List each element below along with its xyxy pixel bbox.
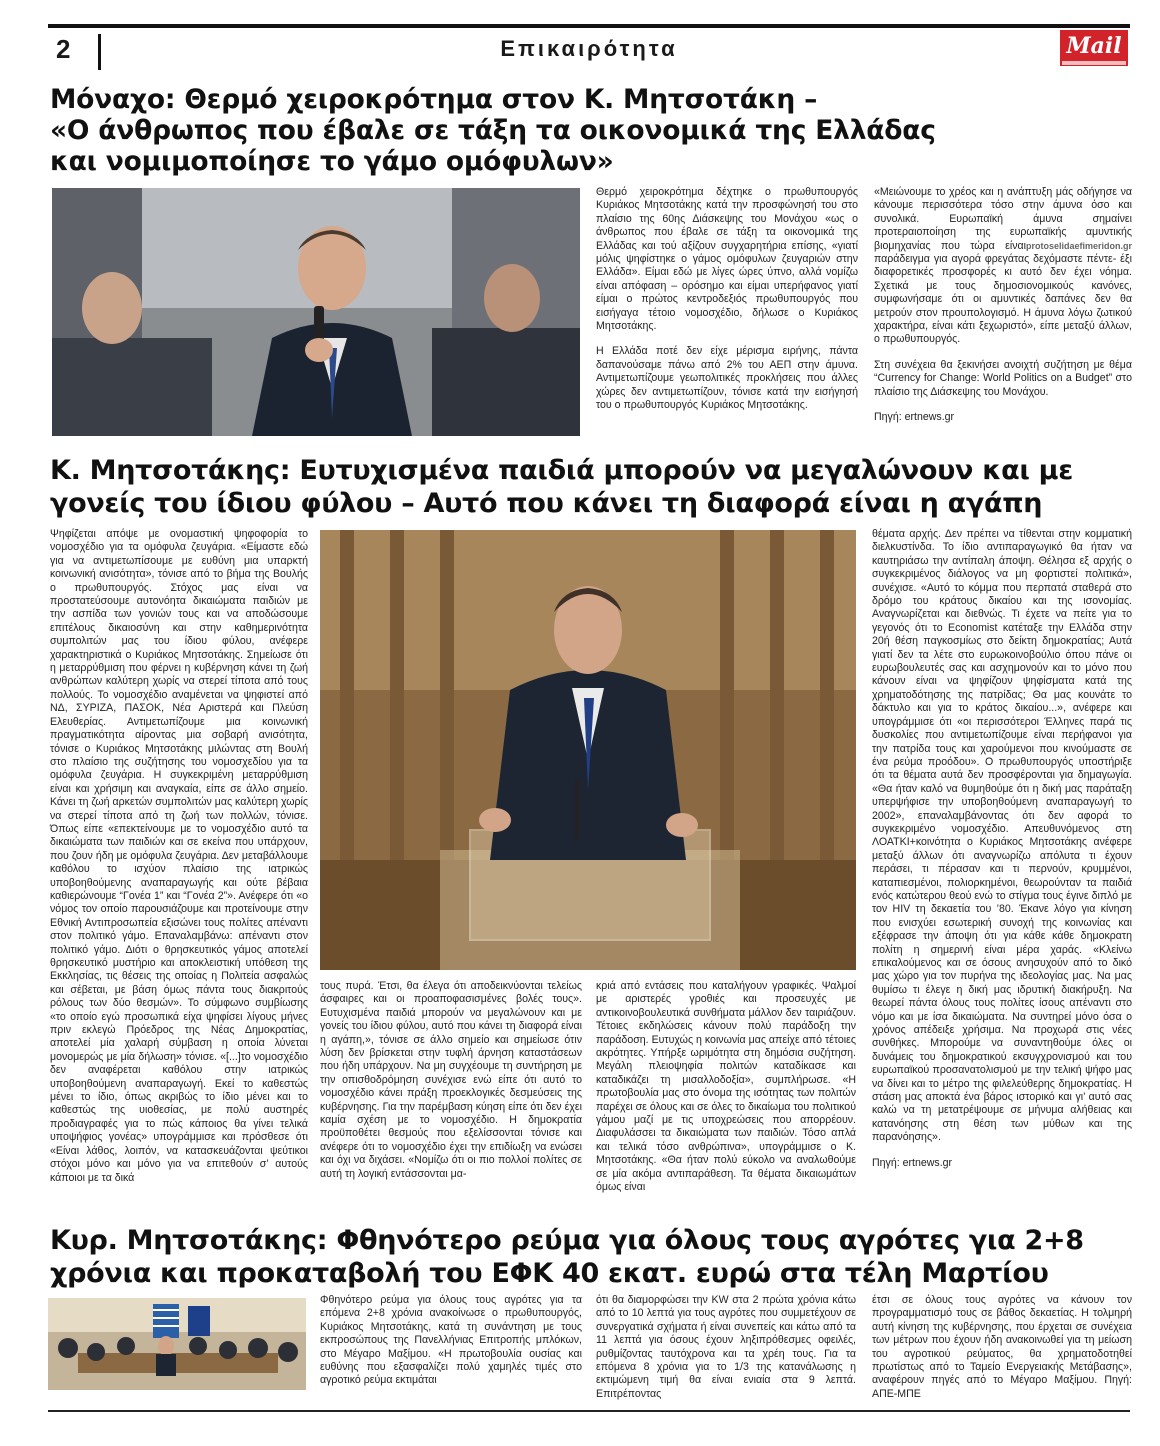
- watermark: protoselidaefimeridon.gr: [1025, 240, 1132, 251]
- article2-left-column: Ψηφίζεται απόψε με ονομαστική ψηφοφορία το νομοσχέδιο για τα ομόφυλα ζευγάρια. «Είμαστε εδώ για να αντιμετωπίσουμε με ευθύνη μια υπαρκτή κοινωνική ανισότητα», τόνισε από το βήμα της Βουλής ο πρωθυπουργός. Στόχος μας είναι να προστατεύσουμε αυτονόητα δικαιώματα παιδιών με την ασπίδα των γονιών τους και να αποδώσουμε επιτέλους δικαιοσύνη και στην καθημερινότητα συμπολιτών μας του ίδιου φύλου, ανέφερε χαρακτηριστικά ο Κυριάκος Μητσοτάκης. Σημείωσε ότι η μεταρρύθμιση που φέρνει η κυβέρνηση κάνει τη ζωή ανθρώπων καλύτερη χωρίς να στερεί τίποτα από τους πολλούς. Το νομοσχέδιο αναμένεται να ψηφιστεί από ΝΔ, ΣΥΡΙΖΑ, ΠΑΣΟΚ, Νέα Αριστερά και Πλεύση Ελευθερίας. Αντιμετωπίζουμε μια κοινωνική πραγματικότητα αίροντας μια σοβαρή ανισότητα, τόνισε ο Κυριάκος Μητσοτάκης μιλώντας στη Βουλή στο πλαίσιο της συζήτησης του νομοσχεδίου για τα ομόφυλα ζευγάρια. Η συγκεκριμένη μεταρρύθμιση είναι και χρήσιμη και αναγκαία, είπε σε άλλο σημείο. Κάνει τη ζωή αρκετών συμπολιτών μας καλύτερη χωρίς να στερεί τίποτα από τη ζωή των πολλών, τόνισε. Όπως είπε «επεκτείνουμε με το νομοσχέδιο αυτό τα δικαιώματα των παιδιών και σε εκείνα που υπάρχουν, που ζουν ήδη με ομόφυλα ζευγάρια. Δεν μεταβάλλουμε καθόλου το ισχύον πλαίσιο της ιατρικώς υποβοηθούμενης αναπαραγωγής και ούτε βέβαια καθιερώνουμε “Γονέα 1” και “Γονέα 2”». Ανέφερε ότι «ο νόμος τον οποίο παρουσιάζουμε και προτείνουμε στην Εθνική Αντιπροσωπεία εξισώνει τους πολίτες απέναντι στον πολιτικό γάμο. Επαναλαμβάνω: απέναντι στον πολιτικό γάμο. Διότι ο θρησκευτικός γάμος αποτελεί θρησκευτικό μυστήριο και αποκλειστική υπόθεση της Εκκλησίας, τις θέσεις της οποίας η Πολιτεία ασφαλώς και σέβεται, με βάση όμως πάντα τους διακριτούς ρόλους των δύο θεσμών». Το σύμφωνο συμβίωσης «το οποίο εγώ προσωπικά είχα ψηφίσει λίγους μήνες πριν εκλεγώ Πρόεδρος της Νέας Δημοκρατίας, αποτελεί μία χαλαρή σύμβαση η οποία λύνεται μονομερώς με μία δήλωση» τόνισε. «[...]το νομοσχέδιο δεν αναφέρεται καθόλου στην ιατρικώς υποβοηθούμενη αναπαραγωγή. Εκεί το καθεστώς μένει το ίδιο, όπως ακριβώς το ίδιο μένει και το καθεστώς της υιοθεσίας, με πολύ αυστηρές προδιαγραφές για το πώς κάποιος θα γίνει τελικά υποψήφιος γονέας» υπογράμμισε και πρόσθεσε ότι «Είναι λάθος, λοιπόν, να κατασκευάζονται ψεύτικοι στόχοι μόνο και μόνο για να επιτεθούν σ’ αυτούς κάποιοι με τα δικά: [50, 528, 308, 1184]
- munich-speech-photo: [52, 188, 580, 436]
- page-number: 2: [56, 34, 71, 64]
- article2-middle-column-1: τους πυρά. Έτσι, θα έλεγα ότι αποδεικνύονται τελείως άσφαιρες και οι προαποφασισμένες βολές τους». Ευτυχισμένα παιδιά μπορούν να μεγαλώνουν και με γονείς του ίδιου φύλου, αυτό που κάνει τη διαφορά είναι η αγάπη,», τόνισε σε άλλο σημείο και σημείωσε ότιν λύση δεν βρίσκεται στην τυφλή άρνηση καταστάσεων που ήδη υπάρχουν. Να μη συγχέουμε τη συντήρηση με την οπισθοδρόμηση συνέχισε ενώ είπε ότι αυτό το νομοσχέδιο κάνει πράξη προεκλογικές δεσμεύσεις της κυβέρνησης. Για την παρέμβαση κύηση είπε ότι δεν έχει καμία σχέση με το νομοσχέδιο. Η δημοκρατία προϋποθέτει θεσμούς που εξελίσσονται τόνισε και ανέφερε ότι το νομοσχέδιο έχει την επιδίωξη να ενώσει και όχι να διχάσει. «Νομίζω ότι οι πιο πολλοί πολίτες σε αυτή τη λογική εντάσσονται μα-: [320, 980, 582, 1180]
- article1-column-1: Θερμό χειροκρότημα δέχτηκε ο πρωθυπουργός Κυριάκος Μητσοτάκης κατά την προσφώνησή του στο πλαίσιο της 60ης Διάσκεψης του Μονάχου «ως ο άνθρωπος που έβαλε σε τάξη τα οικονομικά της Ελλάδας και τού αξίζουν συγχαρητήρια επίσης, «γιατί μόλις ψηφίστηκε ο γάμος ομόφυλων ζευγαριών στην Ελλάδα». Είμαι εδώ με λίγες ώρες ύπνο, αλλά νομίζω είναι απόφαση – ορόσημο και είμαι υπερήφανος γιατί είμαι ο πρώτος κεντροδεξιός πρωθυπουργός που εισήγαγα τέτοιο νομοσχέδιο, δήλωσε ο Κυριάκος Μητσοτάκης. Η Ελλάδα ποτέ δεν είχε μέρισμα ειρήνης, πάντα δαπανούσαμε πάνω από 2% του ΑΕΠ στην άμυνα. Αντιμετωπίζουμε γεωπολιτικές προκλήσεις που άλλες χώρες δεν αντιμετωπίζουν, τόνισε κατά την εισήγησή του ο πρωθυπουργός Κυριάκος Μητσοτάκης.: [596, 186, 858, 412]
- article3-headline: Κυρ. Μητσοτάκης: Φθηνότερο ρεύμα για όλους τους αγρότες για 2+8 χρόνια και προκαταβολή του ΕΦΚ 40 εκατ. ευρώ στα τέλη Μαρτίου: [50, 1225, 1084, 1289]
- section-title: Επικαιρότητα: [500, 36, 678, 61]
- article3-column-3: έτσι σε όλους τους αγρότες να κάνουν τον προγραμματισμό τους σε βάθος δεκαετίας. Η τολμηρή αυτή κίνηση της κυβέρνησης, που έρχεται σε συνέχεια των μέτρων που έχουν ήδη ανακοινωθεί για τη μείωση του αγροτικού ρεύματος, θα χρηματοδοτηθεί πρωτίστως από το Ταμείο Ενεργειακής Μετάβασης», αναφέρουν πηγές από το Μέγαρο Μαξίμου. Πηγή: ΑΠΕ-ΜΠΕ: [872, 1294, 1132, 1400]
- newspaper-logo: Mail: [1060, 30, 1128, 66]
- article1-source: Πηγή: ertnews.gr: [874, 411, 955, 424]
- article2-source: Πηγή: ertnews.gr: [872, 1156, 953, 1169]
- article1-column-2: «Μειώνουμε το χρέος και η ανάπτυξη μάς οδήγησε να κάνουμε περισσότερα τόσο στην άμυνα όσο και συνολικά. Ευρωπαϊκή άμυνα σημαίνει προτεραιοποίηση της ευρωπαϊκής αμυντικής βιομηχανίας που τώρα είναιprotoselidaefimeridon.gr παράδειγμα για αγορά φρεγάτας δεχόμαστε πέντε- έξι διαφορετικές προσφορές κι αυτό δεν έχει νόημα. Σχετικά με τους δημοσιονομικούς κανόνες, συμφωνήσαμε ότι οι αμυντικές δαπάνες δεν θα μετρούν στον προυπολογισμό. Η άμυνα λόγω ζωτικού χαρακτήρα, είναι κάτι ξεχωριστό», είπε μεταξύ άλλων, ο πρωθυπουργός. Στη συνέχεια θα ξεκινήσει ανοιχτή συζήτηση με θέμα “Currency for Change: World Politics on a Budget” στο πλαίσιο της Διάσκεψης του Μονάχου. Πηγή: ertnews.gr: [874, 186, 1132, 424]
- article3-column-2: ότι θα διαμορφώσει την KW στα 2 πρώτα χρόνια κάτω από το 10 λεπτά για τους αγρότες που συμμετέχουν σε συνεργατικά σχήματα ή είναι συνεπείς και κάτω από τα 11 λεπτά για όσους έχουν ληξιπρόθεσμες οφειλές, ρυθμίζοντας ταυτόχρονα και τα χρέη τους. Για τα επόμενα 8 χρόνια για το 1/3 της κατανάλωσης η εκτιμώμενη τιμή θα είναι ενιαία στα 9 λεπτά. Επιτρέποντας: [596, 1294, 856, 1400]
- bottom-rule: [48, 1410, 1130, 1412]
- article3-column-1: Φθηνότερο ρεύμα για όλους τους αγρότες για τα επόμενα 2+8 χρόνια ανακοίνωσε ο πρωθυπουργός, Κυριάκος Μητσοτάκης, κατά τη συνάντηση με τους εκπροσώπους της Πανελλήνιας Επιτροπής μπλόκων, στο Μέγαρο Μαξίμου. «Η πρωτοβουλία ουσίας και ευθύνης που εξασφαλίζει πολύ χαμηλές τιμές στο αγροτικό ρεύμα εκτιμάται: [320, 1294, 582, 1387]
- farmers-meeting-photo: [48, 1298, 306, 1390]
- parliament-speech-photo: [320, 530, 856, 970]
- article2-middle-column-2: κριά από εντάσεις που καταλήγουν γραφικές. Ψαλμοί με αριστερές γροθιές και προσευχές με αντικοινοβουλευτικά συνθήματα μάλλον δεν ταιριάζουν. Τέτοιες εκδηλώσεις κάνουν πολύ παράδοξη την παράδοση. Ευτυχώς η κοινωνία μας απείχε από τέτοιες ακρότητες. Υπήρξε ωριμότητα στη δημόσια συζήτηση. Μεγάλη πλειοψηφία πολιτών καταδίκασε και καταδικάζει τη μισαλλοδοξία», συμπλήρωσε. «Η πρωτοβουλία μας στο όνομα της ισότητας των πολιτών παρέχει σε όλους και σε όλες το δικαίωμα του πολιτικού γάμου μαζί με τις υποχρεώσεις που απορρέουν. Διαφυλάσσει τα δικαιώματα των παιδιών. Τόσο απλά και τελικά τόσο ανθρώπινα», υπογράμμισε ο Κ. Μητσοτάκης. «Θα ήταν πολύ εύκολο να αναλωθούμε σε μία ακόμα αντιπαράθεση. Τα θέματα δικαιωμάτων όμως είναι: [596, 980, 856, 1194]
- article2-headline: Κ. Μητσοτάκης: Ευτυχισμένα παιδιά μπορούν να μεγαλώνουν και με γονείς του ίδιου φύλου – Αυτό που κάνει τη διαφορά είναι η αγάπη: [50, 455, 1073, 519]
- page-header: [48, 24, 1130, 66]
- article1-headline: Μόναχο: Θερμό χειροκρότημα στον Κ. Μητσοτάκη – «Ο άνθρωπος που έβαλε σε τάξη τα οικονομικά της Ελλάδας και νομιμοποίησε το γάμο ομόφυλων»: [50, 84, 936, 177]
- article2-right-column: θέματα αρχής. Δεν πρέπει να τίθενται στην κομματική διελκυστίνδα. Το ίδιο αντιπαραγωγικό θα ήταν να καυτηριάσω την αντίπαλη άποψη. Θέλησα εξ αρχής ο συγκεκριμένος διάλογος να μη φορτιστεί πολιτικά», συνέχισε. «Αυτό το κόμμα που περπατά σταθερά στο δρόμο του κράτους δικαίου και της ισονομίας. Αναγνωρίζεται και διεθνώς. Τι έχετε να πείτε για το γεγονός ότι το Economist κατέταξε την Ελλάδα στην 20ή θέση παγκοσμίως στο δείκτη δημοκρατίας; Αυτά γιατί δεν τα λέτε στο ευρωκοινοβούλιο όπου πάνε οι ευρωβουλευτές σας και ασχημονούν και το μόνο που κάνουν είναι να ψηφίζουν ψηφίσματα κατά της χρηματοδότησης της πατρίδας; Θα μας κουνάτε το δάκτυλο και για το κράτος δικαίου...», ανέφερε και υπογράμμισε ότι «οι περισσότεροι Έλληνες παρά τις δυσκολίες που αντιμετωπίζουμε είναι περήφανοι για την πατρίδα τους και χαρούμενοι που κινούμαστε σε ένα ρεύμα προόδου». Ο πρωθυπουργός υποστήριξε ότι τα θέματα αυτά δεν προσφέρονται για δημαγωγία. «Θα ήταν καλό να θυμηθούμε ότι η δική μας παράταξη υπερψήφισε την υποβοηθούμενη αναπαραγωγή το 2002», επαναλαμβάνοντας ότι δεν αφορά το συγκεκριμένο νομοσχέδιο. Απευθυνόμενος στη ΛΟΑΤΚΙ+κοινότητα ο Κυριάκος Μητσοτάκης ανέφερε μεταξύ άλλων ότι αναγνωρίζω απόλυτα τι έχουν περάσει, τι πέρασαν και τι περνούν, κρυμμένοι, καταπιεσμένοι, πολιορκημένοι, θεωρούνταν τα παιδιά ενός κατώτερου θεού ενώ το στίγμα τους έγινε διπλό με τον HIV τη δεκαετία του ’80. Έκανε λόγο για κίνηση που ενισχύει εσωτερική συνοχή της κοινωνίας και εξέφρασε την άποψη ότι για κάθε κάθε δημοκρατη πολίτη η σημερινή είναι μέρα χαράς. «Κλείνω επικαλούμενος και σε όσους ανησυχούν από το δικό μας χώρο για τον πυρήνα της ιδεολογίας μας. Να μας θυμίσω τι έλεγε η δική μας ιδρυτική διακήρυξη. Να θεωρεί πάντα όλους τους πολίτες ίσους απέναντι στο νόμο και με ίσα δικαιώματα. Να συντηρεί μόνο όσα ο χρόνος απέδειξε χρήσιμα. Να προχωρά στις νέες συνθήκες. Μπορούμε να συναντηθούμε όλες οι δυνάμεις του δημοκρατικού εκσυγχρονισμού και του ευρωπαϊκού προσανατολισμού με την τελική ψήφο μας να δίνει και το μέτρο της φιλελεύθερης δημοκρατίας. Η στάση μας αποκτά ένα βάρος ιστορικό και γι’ αυτό σας καλώ να τη μετατρέψουμε σε μήνυμα αλήθειας και κατανόησης στη θέση των μύθων και της παρανόησης». Πηγή: ertnews.gr: [872, 528, 1132, 1169]
